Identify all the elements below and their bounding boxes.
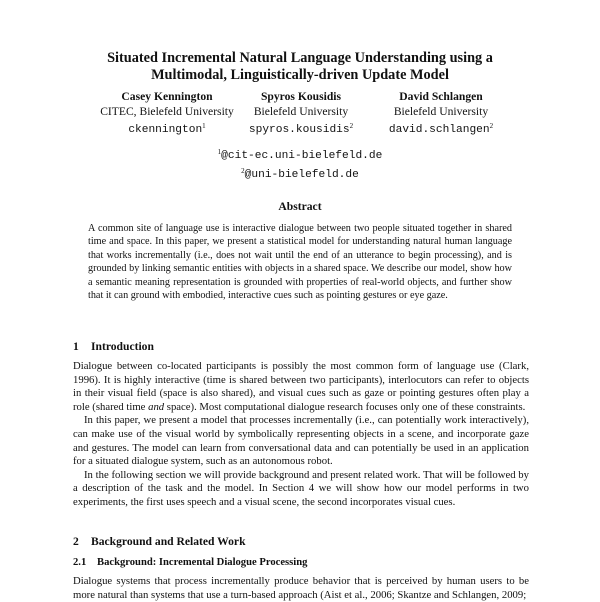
section-2-heading xyxy=(73,535,246,548)
author-affiliation: Bielefeld University xyxy=(393,105,489,118)
email-footnote-marker: 1 xyxy=(202,122,206,130)
subsection-title: Background: Incremental Dialogue Processing xyxy=(97,557,308,568)
abstract-heading: Abstract xyxy=(278,200,322,213)
paragraph-1: Dialogue systems that process incrementally produce behavior that is perceived by human users to be more natural than systems that use a turn-based approach (Aist et al., 2006; Skantze and Schlangen, 2009; xyxy=(73,575,529,601)
email-domain-line-1 xyxy=(150,145,450,164)
section-1-body xyxy=(73,360,529,510)
emphasis-text: and xyxy=(148,400,165,413)
email-domain: @cit-ec.uni-bielefeld.de xyxy=(221,150,383,162)
email-domains xyxy=(150,145,450,183)
author-affiliation: Bielefeld University xyxy=(253,105,349,118)
author-email: ckennington xyxy=(128,124,203,136)
paragraph-2: In this paper, we present a model that processes incrementally (i.e., can potentially work interactively), can make use of the visual world by symbolically representing objects in a scene, and incorporate gaze and gestures. The model can learn from conversational data and can potentially be used in an application for a situated dialogue system, such as an autonomous robot. xyxy=(73,414,529,468)
email-footnote-marker: 2 xyxy=(489,122,494,130)
paper-title xyxy=(60,50,540,84)
title-line-2: Multimodal, Linguistically-driven Update Model xyxy=(151,67,449,83)
subsection-number: 2.1 xyxy=(73,557,87,568)
paragraph-3: In the following section we will provide background and present related work. That will be followed by a description of the task and the model. In Section 4 we will show how our model performs in two experiments, the first uses speech and a visual scene, the second incorporates visual cues. xyxy=(73,468,529,508)
abstract-text: A common site of language use is interactive dialogue between two people situated together in shared time and space. In this paper, we present a statistical model for understanding natural human language that works incrementally (i.e., does not wait until the end of an utterance to begin processing), and is grounded by linking semantic entities with objects in a shared space. We describe our model, show how a semantic meaning representation is grounded with properties of real-world objects, and further show that it can ground with embodied, interactive cues such as pointing gestures or eye gaze. xyxy=(88,223,512,302)
domain-marker: 2 xyxy=(241,167,245,175)
author-name: Spyros Kousidis xyxy=(260,90,341,103)
section-title: Introduction xyxy=(91,340,154,353)
author-name: David Schlangen xyxy=(399,90,483,103)
email-domain-line-2 xyxy=(150,164,450,183)
email-footnote-marker: 2 xyxy=(349,122,354,130)
section-number: 2 xyxy=(73,535,79,548)
section-2-1-body xyxy=(73,575,529,602)
email-domain: @uni-bielefeld.de xyxy=(244,169,359,181)
paragraph-text: space). Most computational dialogue research focuses only one of these constraints. xyxy=(164,400,526,413)
domain-marker: 1 xyxy=(217,148,222,156)
author-email: david.schlangen xyxy=(388,124,490,136)
author-affiliation: CITEC, Bielefeld University xyxy=(100,105,234,118)
author-email: spyros.kousidis xyxy=(248,124,350,136)
title-line-1: Situated Incremental Natural Language Understanding using a xyxy=(107,50,493,66)
author-block-3 xyxy=(356,89,526,138)
author-name: Casey Kennington xyxy=(121,90,213,103)
paragraph-text: Dialogue between co-located participants is possibly the most common form of language use (Clark, 1996). It is highly interactive (time is shared between two participants), interlocutors can refer to objects in their visual field (space is also shared), and visual cues such as gaze or pointing gestures often play a role (shared time xyxy=(73,360,529,413)
subsection-2-1-heading xyxy=(73,557,307,568)
section-1-heading xyxy=(73,340,154,353)
section-title: Background and Related Work xyxy=(91,535,246,548)
section-number: 1 xyxy=(73,340,79,353)
paragraph-1 xyxy=(73,360,529,414)
